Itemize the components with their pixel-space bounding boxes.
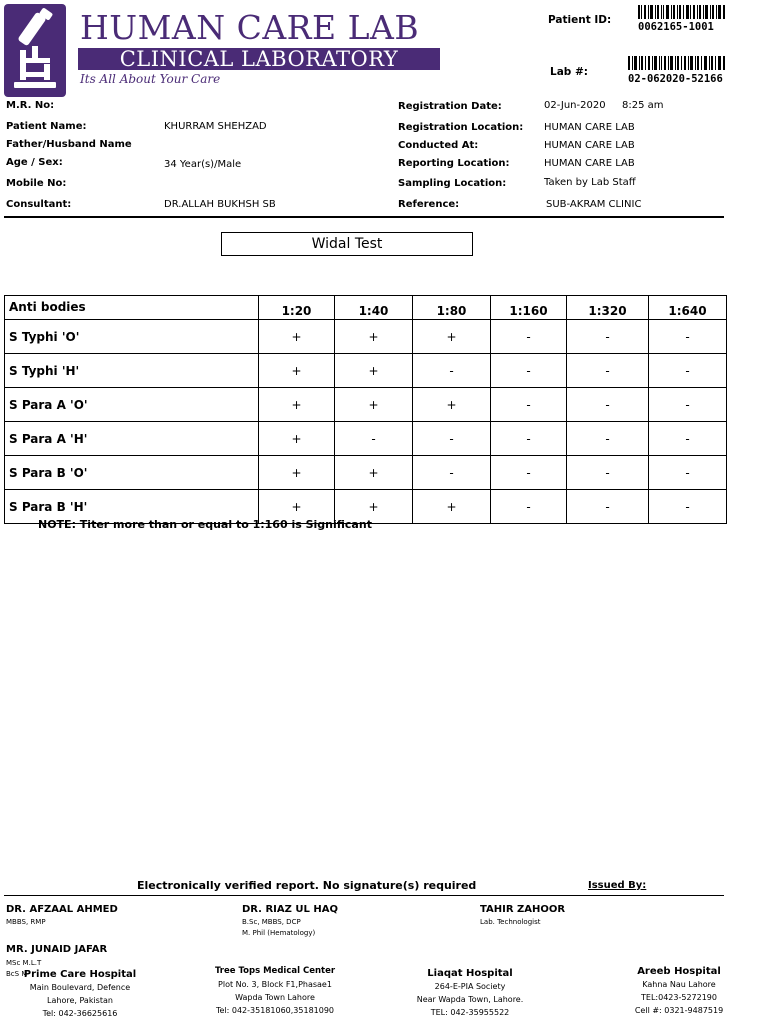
- titer-result: -: [649, 422, 727, 456]
- titer-result: -: [413, 456, 491, 490]
- titer-result: +: [413, 490, 491, 524]
- registration-date-value: 02-Jun-2020: [544, 100, 606, 111]
- doctor-signatory: [480, 904, 565, 928]
- titer-header: 1:640: [649, 296, 727, 320]
- doctor-signatory: [242, 904, 338, 939]
- hospital-phone: Tel: 042-35181060,35181090: [215, 1006, 335, 1015]
- brand-subtitle: CLINICAL LABORATORY: [78, 48, 440, 70]
- hospital-address: [200, 965, 350, 1017]
- hospital-phone: TEL:0423-5272190: [641, 993, 717, 1002]
- doctor-qualification: B.Sc, MBBS, DCP: [242, 918, 301, 926]
- titer-result: +: [259, 388, 335, 422]
- registration-location-label: Registration Location:: [398, 122, 524, 133]
- table-row: [5, 422, 727, 456]
- titer-result: +: [259, 320, 335, 354]
- titer-header: 1:320: [567, 296, 649, 320]
- titer-result: +: [413, 320, 491, 354]
- reference-value: SUB-AKRAM CLINIC: [546, 199, 642, 210]
- patient-id-barcode-icon: [638, 4, 726, 18]
- titer-result: +: [335, 388, 413, 422]
- microscope-logo-icon: [4, 4, 66, 97]
- titer-result: -: [567, 456, 649, 490]
- patient-id-value: 0062165-1001: [638, 21, 714, 33]
- sampling-location-value: Taken by Lab Staff: [544, 177, 636, 188]
- hospital-name: Tree Tops Medical Center: [214, 966, 336, 976]
- issued-by-label: Issued By:: [588, 880, 647, 891]
- brand-tagline: Its All About Your Care: [80, 72, 221, 86]
- titer-result: -: [649, 320, 727, 354]
- consultant-label: Consultant:: [6, 199, 72, 210]
- hospital-address-line: Wapda Town Lahore: [235, 993, 315, 1002]
- lab-number-label: Lab #:: [550, 66, 588, 78]
- titer-result: -: [567, 388, 649, 422]
- father-husband-label: Father/Husband Name: [6, 139, 132, 150]
- footer-divider: [4, 895, 724, 896]
- age-sex-value: 34 Year(s)/Male: [164, 159, 242, 170]
- doctor-qualification: MBBS, RMP: [6, 918, 46, 926]
- titer-result: +: [335, 354, 413, 388]
- titer-header: 1:20: [259, 296, 335, 320]
- antibody-name: S Para A 'H': [5, 422, 259, 456]
- hospital-address-line: Plot No. 3, Block F1,Phasae1: [218, 980, 332, 989]
- table-row: [5, 388, 727, 422]
- doctor-name: DR. RIAZ UL HAQ: [242, 904, 338, 915]
- hospital-address-line: Lahore, Pakistan: [47, 996, 113, 1005]
- hospital-name: Prime Care Hospital: [23, 969, 137, 980]
- titer-result: -: [491, 490, 567, 524]
- registration-date-label: Registration Date:: [398, 101, 502, 112]
- conducted-at-value: HUMAN CARE LAB: [544, 140, 635, 151]
- hospital-address: [10, 968, 150, 1020]
- titer-result: -: [491, 320, 567, 354]
- significance-note: NOTE: Titer more than or equal to 1:160 is Significant: [38, 518, 372, 531]
- mr-number-label: M.R. No:: [6, 100, 55, 111]
- reference-label: Reference:: [398, 199, 460, 210]
- hospital-address-line: 264-E-PIA Society: [434, 982, 506, 991]
- lab-number-barcode-icon: [628, 55, 726, 69]
- hospital-address: [400, 967, 540, 1019]
- doctor-qualification: Lab. Technologist: [480, 918, 541, 926]
- table-header-row: [5, 296, 727, 320]
- hospital-phone: Cell #: 0321-9487519: [634, 1006, 724, 1015]
- doctor-name: DR. AFZAAL AHMED: [6, 904, 118, 915]
- table-row: [5, 456, 727, 490]
- titer-result: -: [567, 354, 649, 388]
- titer-result: -: [649, 456, 727, 490]
- titer-result: +: [259, 456, 335, 490]
- titer-result: -: [491, 354, 567, 388]
- titer-result: +: [259, 422, 335, 456]
- antibody-name: S Para B 'O': [5, 456, 259, 490]
- header-divider: [4, 216, 724, 218]
- antibody-name: S Para B 'H': [5, 490, 259, 524]
- hospital-address: [614, 965, 744, 1017]
- titer-result: -: [649, 354, 727, 388]
- titer-result: -: [567, 320, 649, 354]
- antibody-name: S Para A 'O': [5, 388, 259, 422]
- doctor-qualification: MSc M.L.T: [6, 959, 42, 967]
- titer-result: +: [335, 456, 413, 490]
- table-row: [5, 354, 727, 388]
- hospital-address-line: Main Boulevard, Defence: [29, 983, 131, 992]
- reporting-location-label: Reporting Location:: [398, 158, 510, 169]
- age-sex-label: Age / Sex:: [6, 157, 63, 168]
- antibody-name: S Typhi 'O': [5, 320, 259, 354]
- doctor-qualification: BcS M: [6, 970, 28, 978]
- titer-result: -: [567, 422, 649, 456]
- widal-results-table: [4, 295, 727, 524]
- hospital-phone: TEL: 042-35955522: [430, 1008, 510, 1017]
- conducted-at-label: Conducted At:: [398, 140, 479, 151]
- table-row: [5, 320, 727, 354]
- consultant-value: DR.ALLAH BUKHSH SB: [164, 199, 276, 210]
- titer-result: -: [567, 490, 649, 524]
- titer-result: +: [259, 354, 335, 388]
- antibody-name: S Typhi 'H': [5, 354, 259, 388]
- reporting-location-value: HUMAN CARE LAB: [544, 158, 635, 169]
- sampling-location-label: Sampling Location:: [398, 178, 507, 189]
- titer-result: -: [491, 456, 567, 490]
- doctor-qualification: M. Phil (Hematology): [242, 929, 316, 937]
- doctor-signatory: [6, 904, 118, 928]
- patient-name-value: KHURRAM SHEHZAD: [164, 121, 267, 132]
- titer-result: -: [491, 388, 567, 422]
- titer-result: +: [335, 320, 413, 354]
- hospital-address-line: Kahna Nau Lahore: [642, 980, 716, 989]
- titer-header: 1:160: [491, 296, 567, 320]
- verification-statement: Electronically verified report. No signature(s) required: [137, 879, 477, 892]
- antibodies-header: Anti bodies: [5, 296, 259, 320]
- lab-number-value: 02-062020-52166: [628, 73, 723, 85]
- titer-result: +: [259, 490, 335, 524]
- titer-header: 1:80: [413, 296, 491, 320]
- doctor-name: MR. JUNAID JAFAR: [6, 944, 108, 955]
- titer-result: -: [491, 422, 567, 456]
- patient-name-label: Patient Name:: [6, 121, 87, 132]
- titer-result: +: [413, 388, 491, 422]
- titer-result: -: [413, 354, 491, 388]
- registration-location-value: HUMAN CARE LAB: [544, 122, 635, 133]
- titer-header: 1:40: [335, 296, 413, 320]
- hospital-name: Areeb Hospital: [637, 966, 721, 977]
- titer-result: -: [649, 388, 727, 422]
- registration-time-value: 8:25 am: [622, 100, 664, 111]
- mobile-label: Mobile No:: [6, 178, 67, 189]
- titer-result: -: [649, 490, 727, 524]
- hospital-phone: Tel: 042-36625616: [42, 1009, 118, 1018]
- titer-result: +: [335, 490, 413, 524]
- hospital-address-line: Near Wapda Town, Lahore.: [416, 995, 524, 1004]
- hospital-name: Liaqat Hospital: [427, 968, 513, 979]
- titer-result: -: [413, 422, 491, 456]
- titer-result: -: [335, 422, 413, 456]
- doctor-name: TAHIR ZAHOOR: [480, 904, 566, 915]
- test-title: Widal Test: [221, 232, 473, 256]
- brand-name: HUMAN CARE LAB: [80, 8, 420, 47]
- patient-id-label: Patient ID:: [548, 14, 612, 26]
